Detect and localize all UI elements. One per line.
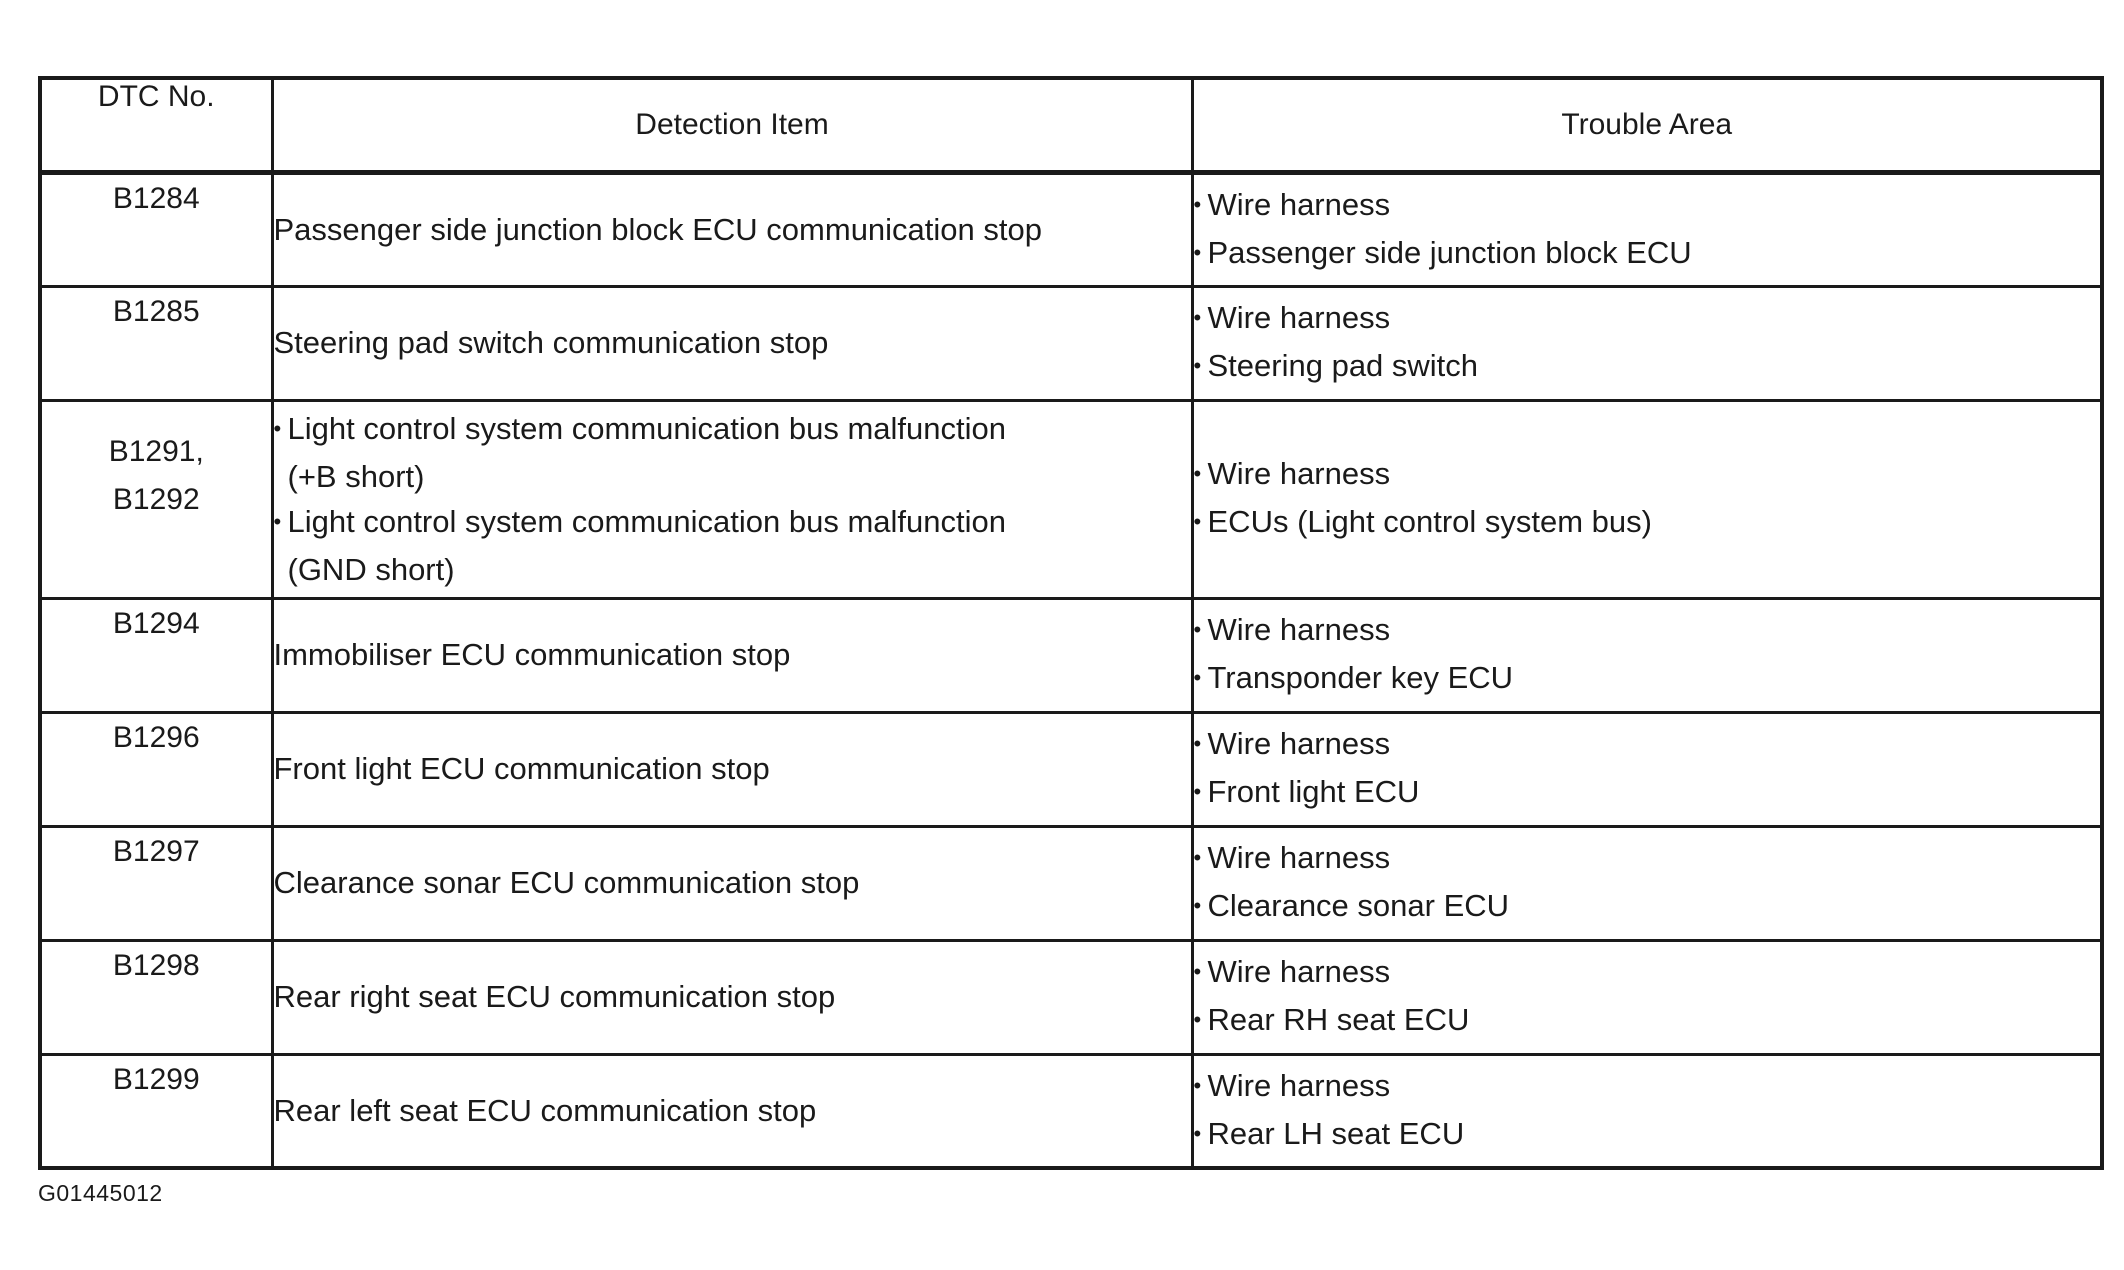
bullet-icon: •: [1193, 461, 1202, 486]
trouble-area-text: Front light ECU: [1207, 774, 1420, 809]
trouble-area-bullet-item: [1194, 499, 2101, 547]
bullet-icon: •: [1193, 509, 1202, 534]
bullet-icon: •: [1193, 1007, 1202, 1032]
trouble-area-text: Wire harness: [1207, 840, 1391, 875]
trouble-area-cell: [1192, 712, 2102, 826]
trouble-area-bullet-item: [1194, 451, 2101, 499]
bullet-icon: •: [1193, 779, 1202, 804]
trouble-area-bullet-item: [1194, 883, 2101, 931]
header-trouble-area: Trouble Area: [1192, 78, 2102, 172]
table-row: [40, 1054, 2102, 1168]
detection-item-cell: Immobiliser ECU communication stop: [272, 598, 1192, 712]
dtc-code: B1298: [112, 948, 200, 982]
detection-item-cell: Rear left seat ECU communication stop: [272, 1054, 1192, 1168]
table-row: [40, 826, 2102, 940]
detection-item-text-continued: (GND short): [287, 552, 455, 587]
table-row: [40, 286, 2102, 400]
detection-item-cell: Steering pad switch communication stop: [272, 286, 1192, 400]
detection-item-cell: Clearance sonar ECU communication stop: [272, 826, 1192, 940]
header-detection-item: Detection Item: [272, 78, 1192, 172]
trouble-area-cell: [1192, 940, 2102, 1054]
dtc-code: B1292: [112, 482, 200, 516]
trouble-area-bullet-item: [1194, 230, 2101, 278]
dtc-code: B1297: [112, 834, 200, 868]
detection-item-cell: Rear right seat ECU communication stop: [272, 940, 1192, 1054]
bullet-icon: •: [1193, 893, 1202, 918]
dtc-code: B1294: [112, 606, 200, 640]
dtc-code-cell: [40, 286, 272, 400]
bullet-icon: •: [1193, 353, 1202, 378]
detection-item-bullet-item: [274, 406, 1191, 499]
trouble-area-text: Wire harness: [1207, 186, 1391, 222]
bullet-icon: •: [1193, 239, 1202, 265]
trouble-area-text: Transponder key ECU: [1207, 660, 1514, 695]
bullet-icon: •: [1193, 665, 1202, 690]
trouble-area-cell: [1192, 1054, 2102, 1168]
dtc-code: B1291,: [108, 434, 204, 468]
bullet-icon: •: [273, 509, 282, 534]
header-dtc-no: DTC No.: [40, 78, 272, 172]
trouble-area-text: Clearance sonar ECU: [1207, 888, 1510, 923]
trouble-area-text: Wire harness: [1207, 456, 1391, 491]
table-row: [40, 712, 2102, 826]
table-row: [40, 400, 2102, 598]
bullet-icon: •: [1193, 1072, 1202, 1098]
dtc-code-cell: [40, 712, 272, 826]
trouble-area-bullet-item: [1194, 1111, 2101, 1159]
trouble-area-bullet-item: [1194, 182, 2101, 230]
dtc-code-cell: [40, 172, 272, 286]
detection-item-bullet-item: [274, 499, 1191, 592]
dtc-code: B1284: [112, 181, 200, 215]
trouble-area-text: Wire harness: [1207, 726, 1391, 761]
trouble-area-bullet-item: [1194, 1063, 2101, 1111]
bullet-icon: •: [1193, 191, 1202, 217]
trouble-area-bullet-item: [1194, 343, 2101, 391]
trouble-area-text: Steering pad switch: [1207, 348, 1479, 383]
bullet-icon: •: [1193, 1120, 1202, 1146]
dtc-code-cell: [40, 940, 272, 1054]
dtc-code-cell: [40, 400, 272, 598]
detection-item-cell: Passenger side junction block ECU communication stop: [272, 172, 1192, 286]
table-header-row: [40, 78, 2102, 172]
trouble-area-bullet-item: [1194, 721, 2101, 769]
table-row: [40, 598, 2102, 712]
detection-item-text-continued: (+B short): [287, 459, 425, 494]
trouble-area-bullet-item: [1194, 607, 2101, 655]
trouble-area-text: Wire harness: [1207, 612, 1391, 647]
dtc-code: B1299: [112, 1062, 200, 1096]
dtc-table: [38, 76, 2104, 1170]
trouble-area-cell: [1192, 172, 2102, 286]
trouble-area-bullet-item: [1194, 835, 2101, 883]
trouble-area-cell: [1192, 286, 2102, 400]
detection-item-text: Light control system communication bus malfunction: [287, 504, 1006, 539]
trouble-area-text: Rear RH seat ECU: [1207, 1002, 1470, 1037]
table-row: [40, 172, 2102, 286]
trouble-area-cell: [1192, 400, 2102, 598]
bullet-icon: •: [1193, 845, 1202, 870]
trouble-area-text: Wire harness: [1207, 1067, 1391, 1103]
trouble-area-text: Wire harness: [1207, 954, 1391, 989]
dtc-code-cell: [40, 598, 272, 712]
trouble-area-bullet-item: [1194, 769, 2101, 817]
trouble-area-text: ECUs (Light control system bus): [1207, 504, 1652, 539]
bullet-icon: •: [1193, 731, 1202, 756]
trouble-area-text: Rear LH seat ECU: [1207, 1115, 1465, 1151]
dtc-code: B1296: [112, 720, 200, 754]
bullet-icon: •: [1193, 617, 1202, 642]
figure-code: G01445012: [38, 1180, 163, 1206]
trouble-area-bullet-item: [1194, 949, 2101, 997]
bullet-icon: •: [273, 416, 282, 441]
dtc-code-cell: [40, 826, 272, 940]
detection-item-cell: [272, 400, 1192, 598]
trouble-area-text: Wire harness: [1207, 300, 1391, 335]
dtc-code: B1285: [112, 294, 200, 328]
trouble-area-text: Passenger side junction block ECU: [1207, 234, 1692, 270]
trouble-area-bullet-item: [1194, 997, 2101, 1045]
trouble-area-bullet-item: [1194, 655, 2101, 703]
bullet-icon: •: [1193, 305, 1202, 330]
table-row: [40, 940, 2102, 1054]
trouble-area-cell: [1192, 598, 2102, 712]
detection-item-text: Light control system communication bus malfunction: [287, 411, 1006, 446]
bullet-icon: •: [1193, 959, 1202, 984]
detection-item-cell: Front light ECU communication stop: [272, 712, 1192, 826]
trouble-area-cell: [1192, 826, 2102, 940]
dtc-code-cell: [40, 1054, 272, 1168]
trouble-area-bullet-item: [1194, 295, 2101, 343]
